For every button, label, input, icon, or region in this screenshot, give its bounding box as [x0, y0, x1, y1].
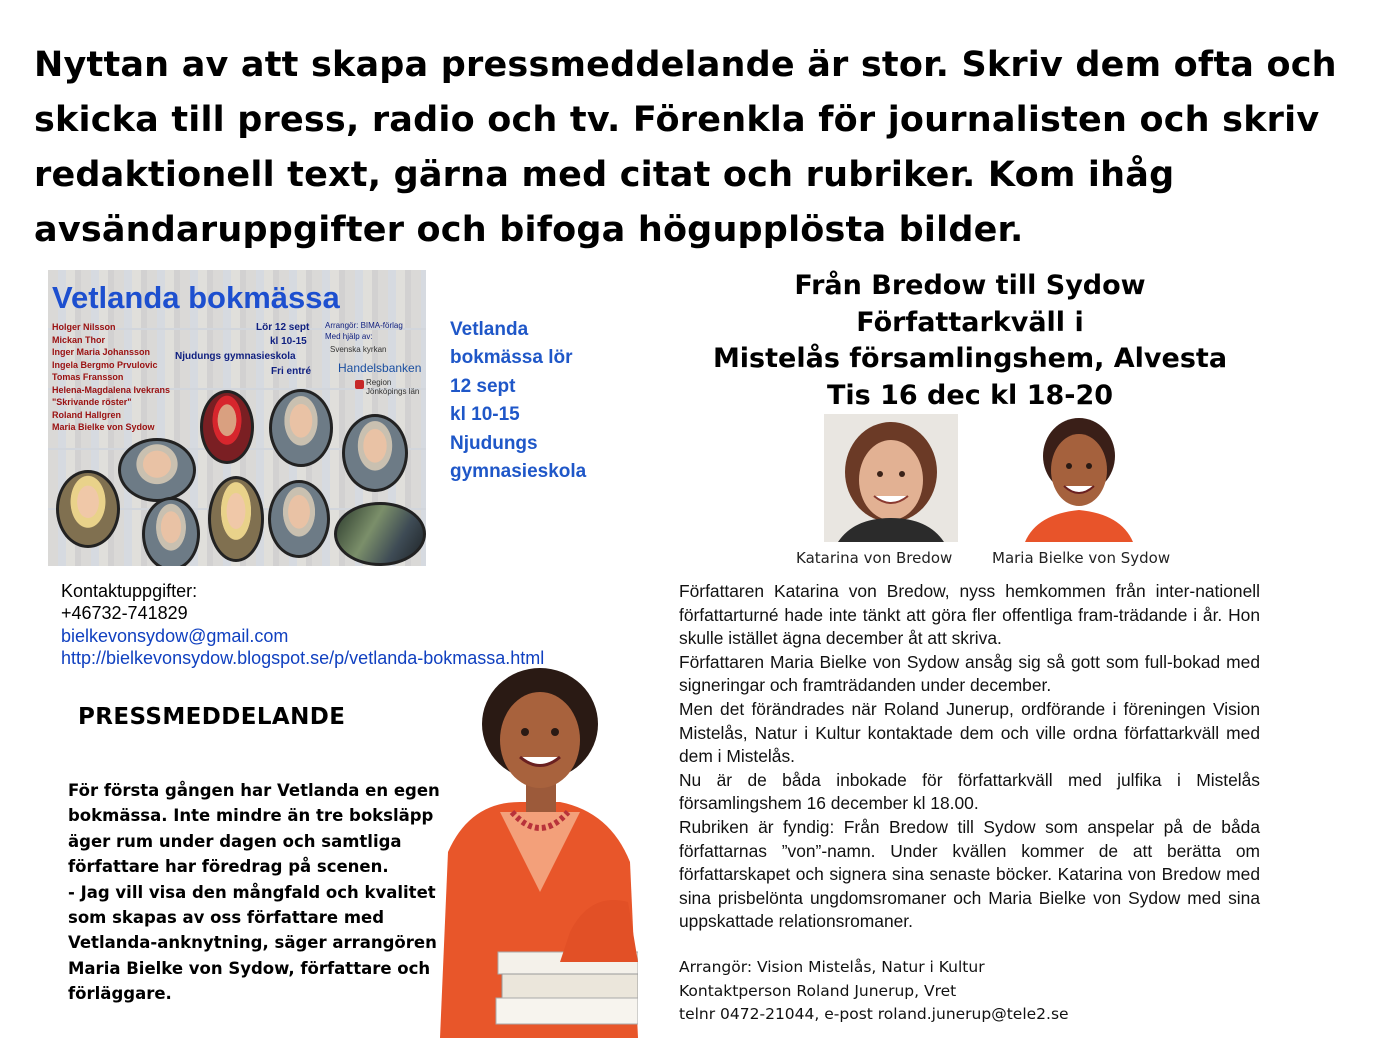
contact-block	[61, 580, 544, 670]
portrait-oval	[208, 476, 264, 562]
article-paragraph: Men det förändrades när Roland Junerup, ordförande i föreningen Vision Mistelås, Natur i Kultur kontaktade dem och ville ordna författarkväll med dem i Mistelås.	[679, 698, 1260, 767]
event-title-line: Författarkväll i	[856, 306, 1084, 338]
contact-email-link[interactable]: bielkevonsydow@gmail.com	[61, 625, 289, 646]
poster-author: Mickan Thor	[52, 334, 106, 345]
contact-label: Kontaktuppgifter:	[61, 581, 198, 601]
caption-maria: Maria Bielke von Sydow	[992, 549, 1171, 567]
event-summary-line: kl 10-15	[450, 404, 520, 426]
event-summary-line: Vetlanda	[450, 319, 529, 340]
organizer-line: telnr 0472-21044, e-post roland.junerup@tele2.se	[679, 1005, 1069, 1023]
portrait-oval	[269, 389, 333, 467]
caption-katarina: Katarina von Bredow	[796, 549, 953, 567]
bokmassa-poster	[48, 270, 426, 566]
poster-title: Vetlanda bokmässa	[52, 280, 340, 315]
organizer-line: Kontaktperson Roland Junerup, Vret	[679, 981, 957, 1000]
region-logo-icon	[355, 380, 364, 389]
event-title-line: Tis 16 dec kl 18-20	[826, 379, 1114, 411]
portrait-oval	[200, 390, 254, 464]
poster-sponsor-region: Region Jönköpings län	[366, 378, 420, 396]
contact-phone: +46732-741829	[61, 603, 188, 624]
poster-sponsor-kyrkan: Svenska kyrkan	[330, 345, 387, 354]
article-paragraph: Författaren Katarina von Bredow, nyss hemkommen från inter-nationell författarturné hade inte tänkt att göra fler offentliga fram-trädande i år. Hon skulle istället ägna december åt att skriva.	[679, 581, 1260, 649]
poster-author: Ingela Bergmo Prvulovic	[52, 359, 158, 370]
poster-author: Maria Bielke von Sydow	[52, 422, 155, 432]
headline: Nyttan av att skapa pressmeddelande är stor. Skriv dem ofta och skicka till press, radio och tv. Förenkla för journalisten och skriv redaktionell text, gärna med citat och rubriker. Kom ihåg avsändaruppgifter och bifoga högupplösta bilder.	[34, 45, 1337, 250]
organizer-line: Arrangör: Vision Mistelås, Natur i Kultur	[679, 958, 985, 976]
poster-sponsor-bank: Handelsbanken	[338, 361, 422, 375]
poster-author: Roland Hallgren	[52, 409, 122, 420]
event-title-line: Från Bredow till Sydow	[794, 270, 1146, 301]
article-paragraph: Nu är de båda inbokade för författarkväll med julfika i Mistelås församlingshem 16 december kl 18.00.	[679, 769, 1260, 814]
press-text: För första gången har Vetlanda en egen bokmässa. Inte mindre än tre boksläpp äger rum under dagen och samtliga författare har föredrag på scenen. - Jag vill visa den mångfald och kvalitet som skapas av oss författare med Vetlanda-anknytning, säger arrangören Maria Bielke von Sydow, författare och förläggare.	[68, 781, 440, 1004]
portrait-oval	[268, 480, 330, 558]
portrait-oval	[342, 414, 408, 492]
poster-author: Helena-Magdalena Ivekrans	[52, 384, 171, 395]
event-summary-line: 12 sept	[450, 375, 516, 397]
organizer-block	[679, 956, 1069, 1027]
event-summary-line: Njudungs	[450, 432, 538, 454]
photo-katarina	[824, 414, 958, 542]
poster-organizer: Arrangör: BIMA-förlag	[325, 321, 403, 330]
contact-url-link[interactable]: http://bielkevonsydow.blogspot.se/p/vetlanda-bokmassa.html	[61, 648, 545, 669]
group-photo	[334, 502, 426, 566]
poster-author: Inger Maria Johansson	[52, 347, 151, 357]
portrait-oval	[118, 438, 196, 502]
photo-maria	[1019, 410, 1139, 542]
article-paragraph: Författaren Maria Bielke von Sydow ansåg sig så gott som full-bokad med signeringar och framträdanden under december.	[679, 651, 1260, 696]
event-summary	[450, 316, 625, 486]
poster-help: Med hjälp av:	[325, 332, 373, 341]
event-title-line: Mistelås församlingshem, Alvesta	[712, 343, 1228, 374]
article-paragraph: Rubriken är fyndig: Från Bredow till Sydow som anspelar på de båda författarnas ”von”-namn. Under kvällen kommer de att berätta om författarskapet och signera sina senaste böcker. Katarina von Bredow med sina prisbelönta ungdomsromaner och Maria Bielke von Sydow med sina uppskattade relationsromaner.	[679, 816, 1260, 932]
author-portrait	[440, 662, 638, 1038]
article-body	[679, 580, 1260, 934]
event-summary-line: gymnasieskola	[450, 461, 587, 483]
event-summary-line: bokmässa lör	[450, 347, 573, 369]
poster-author: Tomas Fransson	[52, 372, 124, 382]
poster-author: "Skrivande röster"	[52, 397, 132, 407]
poster-entry: Fri entré	[271, 366, 312, 377]
portrait-oval	[56, 470, 120, 548]
poster-time: kl 10-15	[270, 336, 307, 347]
portrait-oval	[142, 497, 200, 566]
poster-venue: Njudungs gymnasieskola	[175, 351, 296, 362]
press-title: PRESSMEDDELANDE	[78, 704, 346, 730]
event-title	[660, 268, 1280, 414]
poster-date: Lör 12 sept	[256, 322, 310, 333]
poster-author: Holger Nilsson	[52, 322, 116, 332]
